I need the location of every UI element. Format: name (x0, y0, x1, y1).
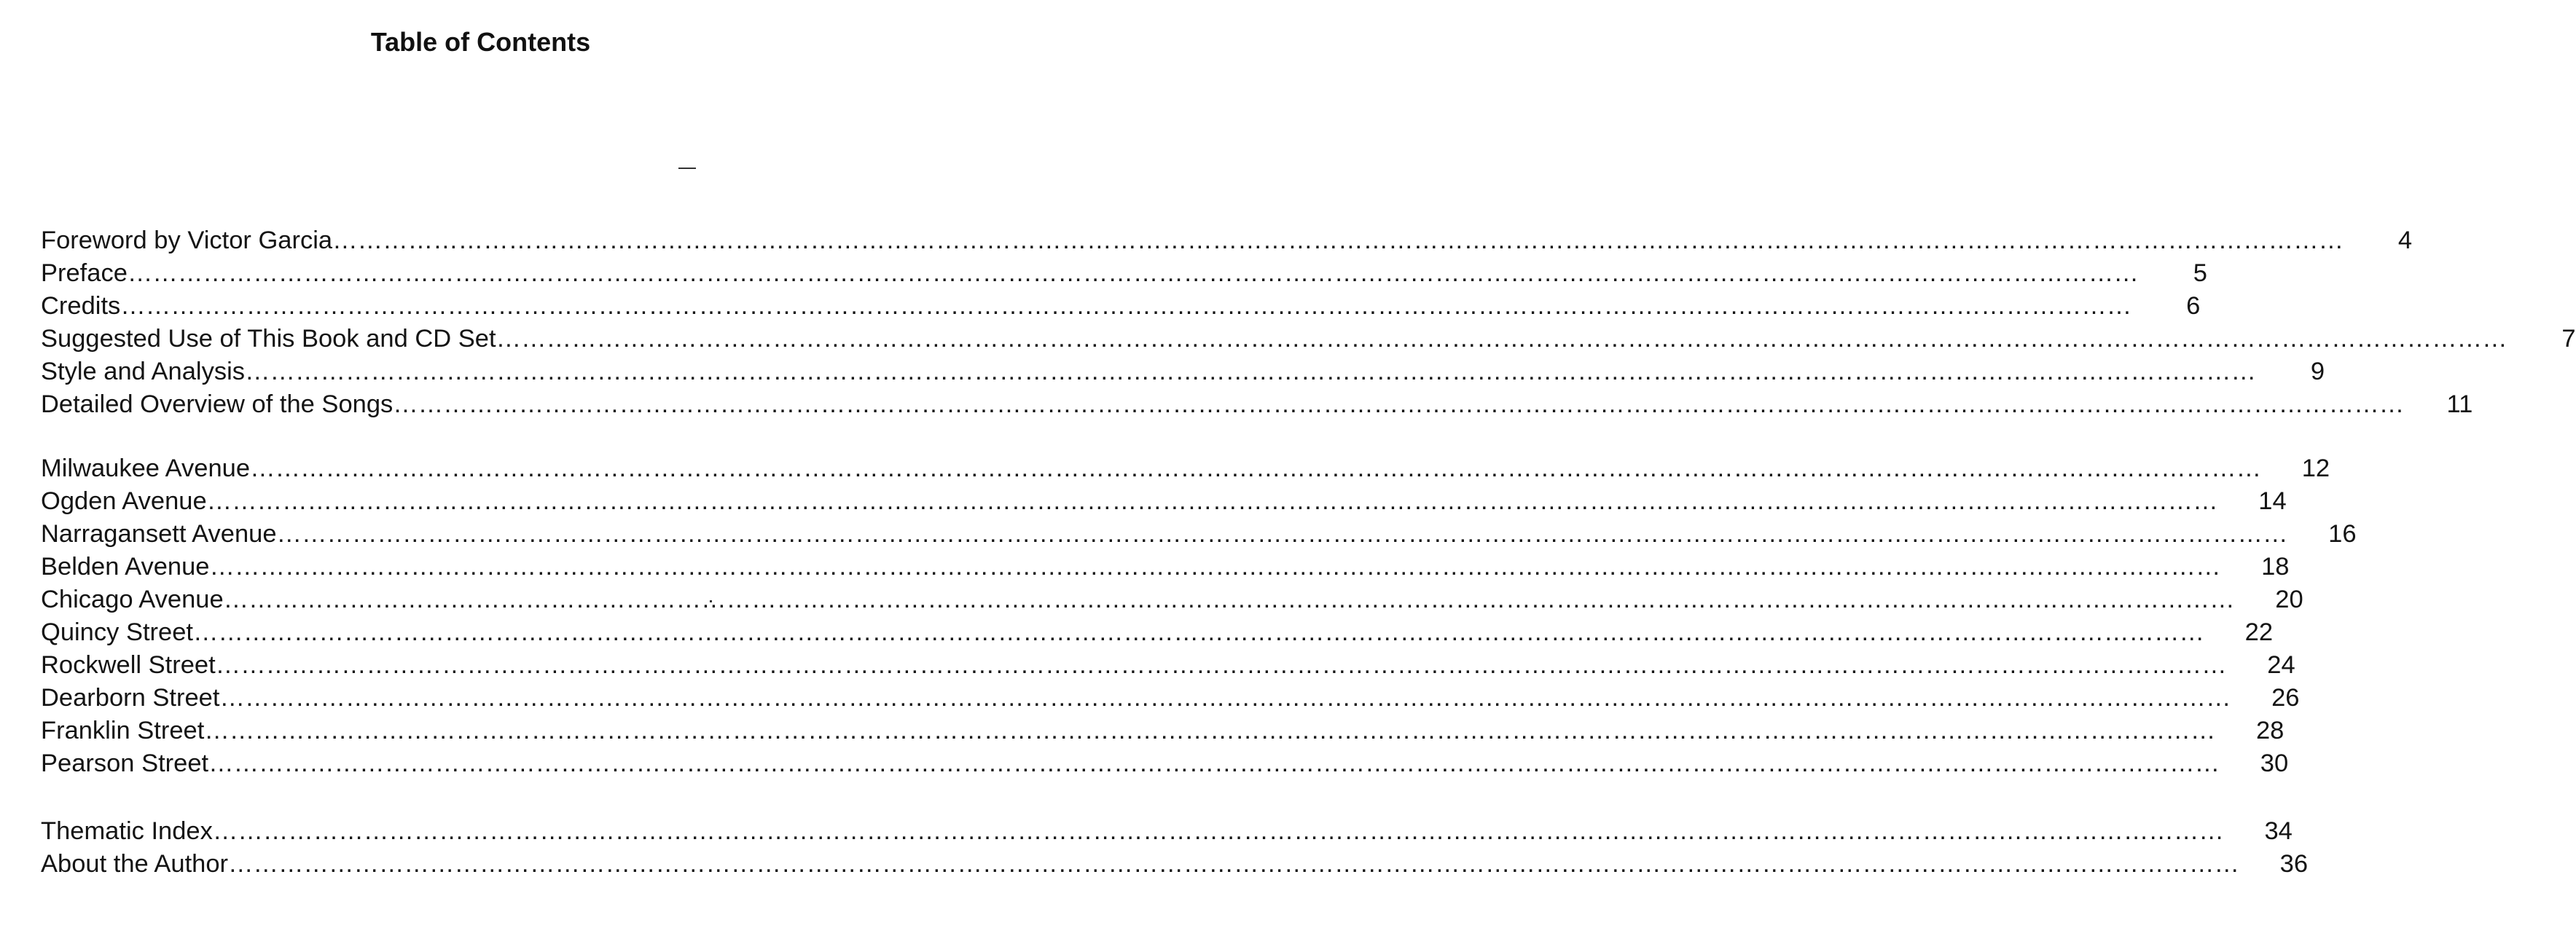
toc-entry-page: 9 (2310, 358, 2325, 385)
toc-entry (41, 485, 2287, 518)
toc-entry-title: Detailed Overview of the Songs (41, 390, 394, 418)
toc-entry-title: Franklin Street (41, 717, 205, 744)
toc-entry (41, 848, 2309, 881)
toc-entry (41, 355, 2325, 388)
toc-entry-page: 26 (2271, 684, 2300, 712)
toc-entry (41, 551, 2290, 583)
toc-entry-page: 7 (2561, 325, 2576, 353)
toc-entry-page: 5 (2193, 259, 2207, 287)
toc-entry (41, 583, 2303, 616)
toc-entry (41, 388, 2473, 421)
dot-leader: …………………………………………………………………………………………………………………………………………………………………………………………………………………… (212, 817, 2224, 845)
toc-entry-title: Rockwell Street (41, 651, 216, 679)
dot-leader: …………………………………………………………………………………………………………………………………………………………………………………………………………………… (276, 520, 2288, 548)
dot-leader: …………………………………………………………………………………………………………………………………………………………………………………………………………………… (120, 292, 2132, 320)
toc-entry-title: Narragansett Avenue (41, 520, 277, 548)
toc-entry-title: Thematic Index (41, 817, 213, 845)
toc-entry-title: About the Author (41, 850, 229, 878)
dot-leader: …………………………………………………………………………………………………………………………………………………………………………………………………………………… (215, 651, 2227, 679)
toc-entry-title: Suggested Use of This Book and CD Set (41, 325, 496, 353)
toc-entry (41, 682, 2300, 715)
toc-entry (41, 715, 2285, 747)
dot-leader: …………………………………………………………………………………………………………………………………………………………………………………………………………………… (193, 618, 2205, 646)
dot-leader: …………………………………………………………………………………………………………………………………………………………………………………………………………………… (219, 684, 2231, 712)
dot-leader: …………………………………………………………………………………………………………………………………………………………………………………………………………………… (496, 325, 2508, 353)
toc-entry-page: 22 (2244, 618, 2274, 646)
toc-entry-page: 11 (2446, 390, 2473, 418)
dot-leader: …………………………………………………………………………………………………………………………………………………………………………………………………………………… (393, 390, 2405, 418)
dot-leader: …………………………………………………………………………………………………………………………………………………………………………………………………………………… (250, 455, 2262, 482)
toc-entry (41, 290, 2201, 323)
toc-front-matter (41, 224, 2576, 421)
dot-leader: …………………………………………………………………………………………………………………………………………………………………………………………………………………… (209, 553, 2221, 581)
toc-entry-page: 14 (2258, 487, 2287, 515)
dot-leader: …………………………………………………………………………………………………………………………………………………………………………………………………………………… (127, 259, 2139, 287)
page-title: Table of Contents (370, 27, 591, 57)
toc-entry-page: 16 (2328, 520, 2357, 548)
toc-entry (41, 257, 2207, 290)
dot-leader: …………………………………………………………………………………………………………………………………………………………………………………………………………………… (228, 850, 2240, 878)
toc-entry-title: Pearson Street (41, 750, 209, 777)
toc-entry (41, 518, 2357, 551)
toc-entry (41, 452, 2330, 485)
dot-leader: …………………………………………………………………………………………………………………………………………………………………………………………………………………… (332, 227, 2344, 254)
dot-leader: …………………………………………………………………………………………………………………………………………………………………………………………………………………… (223, 586, 2235, 613)
toc-entry-page: 12 (2301, 455, 2330, 482)
toc-entry-title: Preface (41, 259, 128, 287)
toc-songs (41, 452, 2357, 780)
toc-entry-page: 30 (2260, 750, 2289, 777)
dot-leader: …………………………………………………………………………………………………………………………………………………………………………………………………………………… (208, 750, 2220, 777)
toc-entry-title: Credits (41, 292, 121, 320)
toc-entry-title: Chicago Avenue (41, 586, 224, 613)
toc-entry (41, 323, 2576, 355)
toc-entry-title: Ogden Avenue (41, 487, 207, 515)
toc-entry (41, 747, 2289, 780)
toc-entry (41, 815, 2293, 848)
toc-entry-page: 18 (2261, 553, 2290, 581)
toc-entry-page: 28 (2255, 717, 2285, 744)
toc-entry-title: Belden Avenue (41, 553, 210, 581)
toc-entry-title: Dearborn Street (41, 684, 220, 712)
toc-entry-page: 34 (2264, 817, 2293, 845)
toc-entry-page: 36 (2279, 850, 2309, 878)
toc-entry-title: Style and Analysis (41, 358, 245, 385)
toc-entry-page: 4 (2397, 227, 2413, 254)
toc-back-matter (41, 815, 2309, 881)
toc-entry-title: Quincy Street (41, 618, 194, 646)
toc-entry (41, 616, 2274, 649)
dot-leader: …………………………………………………………………………………………………………………………………………………………………………………………………………………… (206, 487, 2218, 515)
toc-entry-title: Milwaukee Avenue (41, 455, 251, 482)
dot-leader: …………………………………………………………………………………………………………………………………………………………………………………………………………………… (245, 358, 2256, 385)
toc-entry (41, 649, 2295, 682)
toc-entry-page: 6 (2186, 292, 2201, 320)
scan-mark (678, 168, 696, 169)
toc-entry-page: 20 (2275, 586, 2303, 613)
toc-entry-page: 24 (2267, 651, 2295, 679)
dot-leader: …………………………………………………………………………………………………………………………………………………………………………………………………………………… (204, 717, 2216, 744)
toc-entry-title: Foreword by Victor Garcia (41, 227, 333, 254)
toc-entry (41, 224, 2413, 257)
